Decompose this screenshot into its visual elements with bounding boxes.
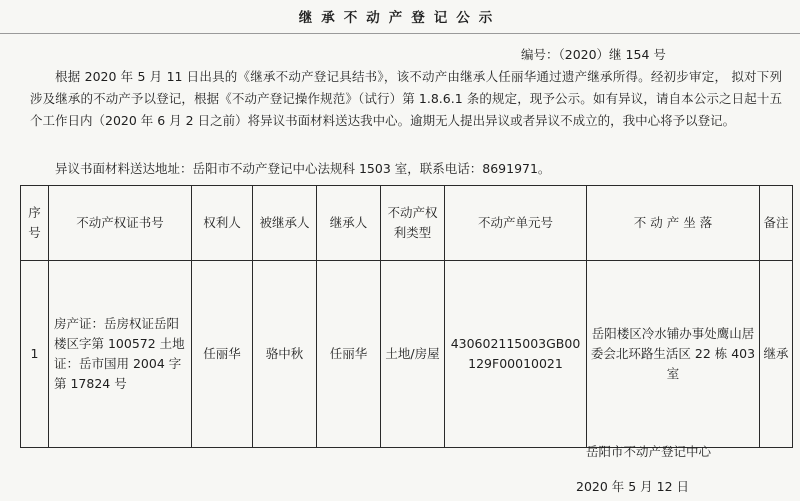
header-cell-heir: 继承人 [317,186,381,261]
header-cell-rights-type: 不动产权利类型 [381,186,445,261]
cell-rights-type: 土地/房屋 [381,261,445,448]
property-table [20,185,793,448]
cell-certificate: 房产证：岳房权证岳阳楼区字第 100572 土地证：岳市国用 2004 字第 17824 号 [49,261,192,448]
cell-remark: 继承 [760,261,793,448]
document-number: 编号：（2020）继 154 号 [521,47,666,62]
cell-location: 岳阳楼区冷水铺办事处鹰山居委会北环路生活区 22 栋 403 室 [587,261,760,448]
header-cell-certificate: 不动产权证书号 [49,186,192,261]
objection-address: 异议书面材料送达地址：岳阳市不动产登记中心法规科 1503 室，联系电话：8691971。 [55,161,551,176]
cell-rights-holder: 任丽华 [192,261,253,448]
cell-decedent: 骆中秋 [253,261,317,448]
header-cell-decedent: 被继承人 [253,186,317,261]
header-cell-rights-holder: 权利人 [192,186,253,261]
header-cell-no: 序号 [21,186,49,261]
table-header-row [21,186,793,261]
cell-heir: 任丽华 [317,261,381,448]
table-row [21,261,793,448]
issuer: 岳阳市不动产登记中心 [586,444,712,459]
issue-date: 2020 年 5 月 12 日 [576,479,690,494]
title-divider [0,33,800,34]
header-cell-unit-no: 不动产单元号 [445,186,587,261]
cell-unit-no: 430602115003GB00129F00010021 [445,261,587,448]
cell-no: 1 [21,261,49,448]
header-cell-location: 不 动 产 坐 落 [587,186,760,261]
notice-title: 继承不动产登记公示 [298,10,502,26]
notice-body: 根据 2020 年 5 月 11 日出具的《继承不动产登记具结书》，该不动产由继承人任丽华通过遗产继承所得。经初步审定， 拟对下列涉及继承的不动产予以登记，根据《不动产登记操作规范》（试行）第 1.8.6.1 条的规定，现予公示。如有异议，请自本公示之日起十五个工作日内（2020 年 6 月 2 日之前）将异议书面材料送达我中心。逾期无人提出异议或者异议不成立的，我中心将予以登记。 [30,69,782,128]
header-cell-remark: 备注 [760,186,793,261]
